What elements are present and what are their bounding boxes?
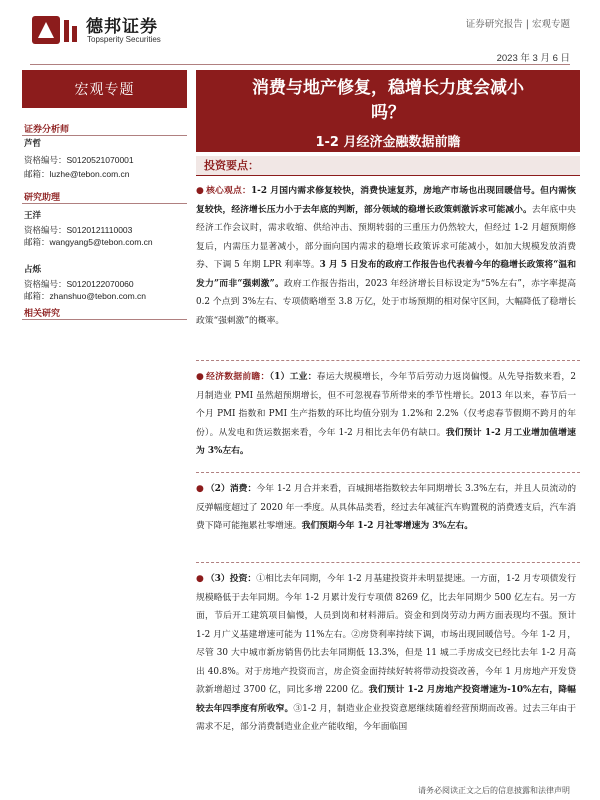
company-logo-icon xyxy=(30,14,80,46)
paragraph-consumption xyxy=(196,480,576,536)
sub-label: （3）投资： xyxy=(205,574,257,584)
lead-label: 核心观点： xyxy=(206,186,252,196)
analyst-block xyxy=(22,138,187,180)
report-date: 2023 年 3 月 6 日 xyxy=(496,53,570,64)
report-type: 证券研究报告 | 宏观专题 xyxy=(465,19,570,30)
assistant-email[interactable]: zhanshuo@tebon.com.cn xyxy=(49,291,147,301)
lead-label: 经济数据前瞻： xyxy=(206,372,270,382)
title-band xyxy=(196,70,580,152)
analyst-email[interactable]: luzhe@tebon.com.cn xyxy=(49,169,130,179)
section-divider xyxy=(196,360,580,361)
investment-gist-label: 投资要点： xyxy=(196,156,580,176)
email-label: 邮箱： xyxy=(24,237,50,247)
header-divider xyxy=(30,64,570,65)
bold-text: 我们预期今年 1-2 月社零增速为 3%左右。 xyxy=(301,521,474,531)
assistant-email[interactable]: wangyang5@tebon.com.cn xyxy=(49,237,153,247)
report-header xyxy=(0,0,600,70)
cert-label: 资格编号： xyxy=(24,225,67,235)
assistant-name: 王洋 xyxy=(24,211,42,221)
logo-name-en: Topsperity Securities xyxy=(87,35,161,44)
bold-text: 我们预计 1-2 月房地产投资增速为-10%左右，降幅较去年四季度有所收窄。 xyxy=(196,685,576,714)
analyst-name: 芦哲 xyxy=(24,139,42,149)
analyst-section-title: 证券分析师 xyxy=(22,122,187,136)
bullet-icon: ● xyxy=(196,484,204,494)
body-text: 政府工作报告指出，2023 年经济增长目标设定为“5%左右”，赤字率提高 0.2 个点到 3%左右、专项债略增至 3.8 万亿，处于市场预期的相对保守区间，大幅降低了稳增长政策“强刺激”的概率。 xyxy=(196,278,577,326)
section-divider xyxy=(196,472,580,473)
assistant-cert: S0120121110003 xyxy=(66,225,133,235)
cert-label: 资格编号： xyxy=(24,155,67,165)
report-title-line2: 吗？ xyxy=(371,103,405,123)
section-divider xyxy=(196,562,580,563)
assistant-block xyxy=(22,210,187,248)
assistant-name: 占烁 xyxy=(24,265,42,275)
report-title-line1: 消费与地产修复，稳增长力度会减小 xyxy=(252,78,524,98)
analyst-cert: S0120521070001 xyxy=(66,155,134,165)
assistant-section-title: 研究助理 xyxy=(22,190,187,204)
report-subtitle: 1-2 月经济金融数据前瞻 xyxy=(315,135,461,150)
paragraph-core-view xyxy=(196,182,576,330)
bold-text: 我们预计 1-2 月工业增加值增速为 3%左右。 xyxy=(196,427,576,456)
email-label: 邮箱： xyxy=(24,169,50,179)
sidebar xyxy=(22,70,187,800)
sub-label: （1）工业： xyxy=(269,372,317,382)
bullet-icon: ● xyxy=(196,372,205,382)
email-label: 邮箱： xyxy=(24,291,50,301)
paragraph-industry xyxy=(196,368,576,461)
logo-name-cn: 德邦证券 xyxy=(86,17,158,37)
assistant-cert: S0120122070060 xyxy=(66,279,134,289)
sidebar-banner: 宏观专题 xyxy=(22,70,187,108)
body-text: 今年 1-2 月合并来看，百城拥堵指数较去年同期增长 3.3%左右，并且人员流动的反弹幅度超过了 2020 年一季度。从具体品类看，经过去年减征汽车购置税的消费透支后，汽车消费下降可能拖累社零增速。 xyxy=(196,484,577,531)
cert-label: 资格编号： xyxy=(24,279,67,289)
bold-text: 3 月 5 日发布的政府工作报告也代表着今年的稳增长政策将“温和发力”而非“强刺激”。 xyxy=(196,260,576,289)
footer-disclaimer: 请务必阅读正文之后的信息披露和法律声明 xyxy=(418,786,570,795)
assistant-block xyxy=(22,264,187,302)
paragraph-investment xyxy=(196,570,576,778)
bullet-icon: ● xyxy=(196,186,205,196)
bold-text: 1-2 月国内需求修复较快，消费快速复苏，房地产市场也出现回暖信号。但内需恢复较快，经济增长压力小于去年底的判断，部分领域的稳增长政策刺激诉求可能减小。 xyxy=(196,186,576,215)
body-text: ①相比去年同期，今年 1-2 月基建投资并未明显提速。一方面，1-2 月专项债发行规模略低于去年同期。今年 1-2 月累计发行专项债 8269 亿，比去年同期少 500 亿左右。另一方面，节后开工建筑项目偏慢，人员到岗和材料滞后。资金和到岗劳动力两方面表现均不强。预计 1-2 月广义基建增速可能为 11%左右。②房贷利率持续下调，市场出现回暖信号。今年 1-2 月，尽管 30 大中城市新房销售仍比去年同期低 13.3%，但是 11 城二手房成交已经比去年 1-2 月高出 40.8%。对于房地产投资而言，房企资金面持续好转将带动投资改善，今年 1 月房地产开发贷款新增超过 3700 亿，同比多增 2200 亿。 xyxy=(196,574,576,695)
sub-label: （2）消费： xyxy=(205,484,257,494)
body-text: 春运大规模增长，今年节后劳动力返岗偏慢。从先导指数来看，2 月制造业 PMI 虽然超预期增长，但不可忽视春节所带来的季节性增长。2013 年以来，春节后一个月 PMI 指数和 PMI 生产指数的环比均值分别为 1.2%和 2.2%（仅考虑春节假期不跨月的年份）。从发电和货运数据来看，今年 1-2 月相比去年仍有缺口。 xyxy=(196,372,576,438)
related-section-title: 相关研究 xyxy=(22,306,187,320)
bullet-icon: ● xyxy=(196,574,204,584)
body-text: ③1-2 月，制造业企业投资意愿继续随着经营预期而改善。过去三年由于需求不足，部分消费制造业企业产能收缩，今年面临国 xyxy=(196,703,576,732)
body-text: 去年底中央经济工作会议时，需求收缩、供给冲击、预期转弱的三重压力仍然较大，但经过 1-2 月超预期修复后，内需压力显著减小，部分面向国内需求的稳增长政策诉求可能减小，如加大规模发放消费券、下调 5 年期 LPR 利率等。 xyxy=(196,204,576,270)
